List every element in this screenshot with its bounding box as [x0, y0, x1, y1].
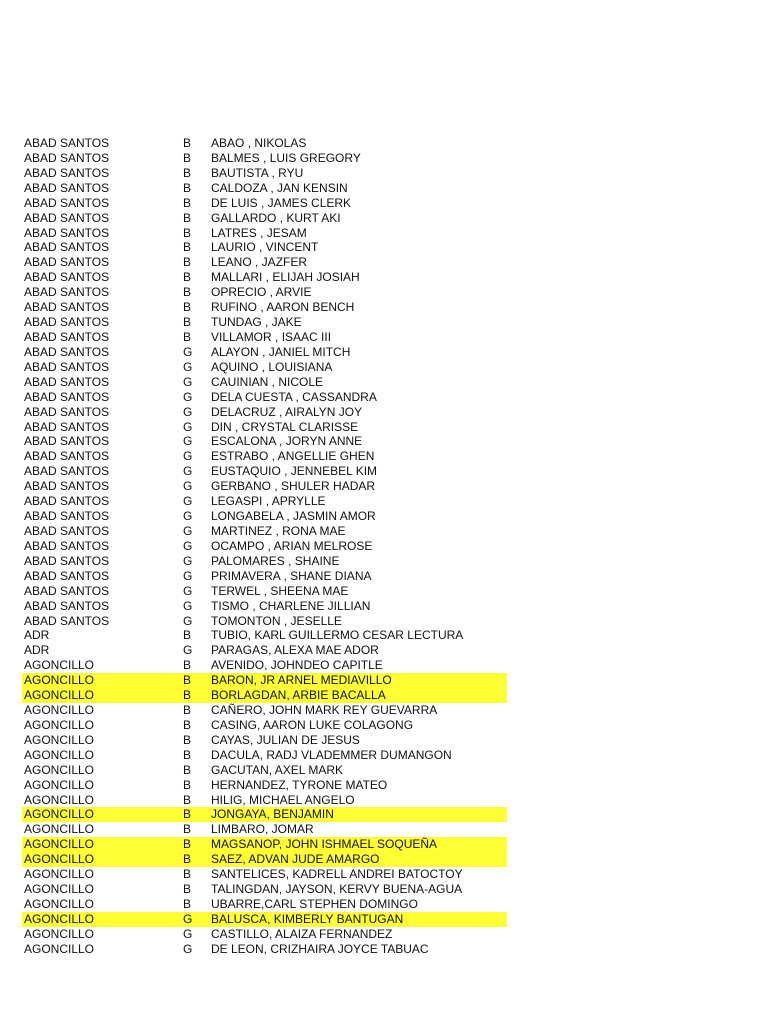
school-cell: ABAD SANTOS — [24, 523, 110, 538]
school-cell: ABAD SANTOS — [24, 538, 110, 553]
roster-row — [22, 837, 507, 852]
school-cell: ABAD SANTOS — [24, 598, 110, 613]
school-cell: ABAD SANTOS — [24, 613, 110, 628]
student-name-cell: LONGABELA , JASMIN AMOR — [211, 509, 376, 524]
roster-row — [22, 211, 507, 226]
school-cell: ABAD SANTOS — [24, 255, 110, 270]
student-name-cell: TALINGDAN, JAYSON, KERVY BUENA-AGUA — [211, 882, 463, 897]
school-cell: ABAD SANTOS — [24, 553, 110, 568]
student-name-cell: EUSTAQUIO , JENNEBEL KIM — [211, 464, 378, 479]
roster-row — [22, 420, 507, 435]
student-name-cell: CAUINIAN , NICOLE — [211, 374, 324, 389]
roster-row — [22, 345, 507, 360]
student-name-cell: MARTINEZ , RONA MAE — [211, 523, 346, 538]
sex-cell: G — [183, 643, 193, 658]
school-cell: AGONCILLO — [24, 941, 95, 956]
school-cell: ABAD SANTOS — [24, 568, 110, 583]
roster-row — [22, 464, 507, 479]
school-cell: ABAD SANTOS — [24, 434, 110, 449]
sex-cell: B — [183, 285, 192, 300]
school-cell: ABAD SANTOS — [24, 300, 110, 315]
roster-row — [22, 181, 507, 196]
student-name-cell: AVENIDO, JOHNDEO CAPITLE — [211, 658, 383, 673]
roster-row — [22, 628, 507, 643]
school-cell: AGONCILLO — [24, 852, 95, 867]
sex-cell: G — [183, 434, 193, 449]
student-name-cell: GALLARDO , KURT AKI — [211, 210, 341, 225]
roster-row — [22, 479, 507, 494]
student-name-cell: LEGASPI , APRYLLE — [211, 494, 326, 509]
roster-row — [22, 554, 507, 569]
school-cell: ABAD SANTOS — [24, 329, 110, 344]
sex-cell: B — [183, 747, 192, 762]
school-cell: AGONCILLO — [24, 867, 95, 882]
sex-cell: G — [183, 613, 193, 628]
school-cell: ABAD SANTOS — [24, 344, 110, 359]
roster-row — [22, 330, 507, 345]
sex-cell: B — [183, 165, 192, 180]
school-cell: ABAD SANTOS — [24, 359, 110, 374]
sex-cell: G — [183, 344, 193, 359]
school-cell: ABAD SANTOS — [24, 419, 110, 434]
roster-row — [22, 807, 507, 822]
school-cell: ABAD SANTOS — [24, 285, 110, 300]
roster-row — [22, 927, 507, 942]
school-cell: ABAD SANTOS — [24, 195, 110, 210]
roster-row — [22, 673, 507, 688]
sex-cell: B — [183, 225, 192, 240]
sex-cell: B — [183, 897, 192, 912]
sex-cell: G — [183, 509, 193, 524]
roster-row — [22, 524, 507, 539]
school-cell: ADR — [24, 628, 50, 643]
school-cell: ABAD SANTOS — [24, 150, 110, 165]
roster-row — [22, 240, 507, 255]
school-cell: ABAD SANTOS — [24, 270, 110, 285]
school-cell: AGONCILLO — [24, 837, 95, 852]
sex-cell: B — [183, 777, 192, 792]
sex-cell: B — [183, 270, 192, 285]
roster-row — [22, 166, 507, 181]
student-name-cell: RUFINO , AARON BENCH — [211, 300, 355, 315]
sex-cell: B — [183, 673, 192, 688]
roster-row — [22, 449, 507, 464]
roster-row — [22, 867, 507, 882]
student-name-cell: CASING, AARON LUKE COLAGONG — [211, 717, 414, 732]
school-cell: ABAD SANTOS — [24, 389, 110, 404]
roster-row — [22, 793, 507, 808]
student-name-cell: TISMO , CHARLENE JILLIAN — [211, 598, 371, 613]
school-cell: AGONCILLO — [24, 807, 95, 822]
roster-row — [22, 643, 507, 658]
school-cell: ABAD SANTOS — [24, 479, 110, 494]
student-name-cell: PRIMAVERA , SHANE DIANA — [211, 568, 372, 583]
roster-row — [22, 255, 507, 270]
sex-cell: G — [183, 941, 193, 956]
roster-row — [22, 822, 507, 837]
student-name-cell: ALAYON , JANIEL MITCH — [211, 344, 351, 359]
sex-cell: G — [183, 926, 193, 941]
student-name-cell: OCAMPO , ARIAN MELROSE — [211, 538, 373, 553]
roster-row — [22, 390, 507, 405]
sex-cell: G — [183, 583, 193, 598]
school-cell: AGONCILLO — [24, 688, 95, 703]
school-cell: ABAD SANTOS — [24, 404, 110, 419]
sex-cell: B — [183, 136, 192, 150]
school-cell: AGONCILLO — [24, 673, 95, 688]
student-name-cell: BAUTISTA , RYU — [211, 165, 304, 180]
sex-cell: B — [183, 792, 192, 807]
student-name-cell: BALUSCA, KIMBERLY BANTUGAN — [211, 911, 404, 926]
roster-row — [22, 360, 507, 375]
school-cell: ABAD SANTOS — [24, 180, 110, 195]
student-name-cell: TUBIO, KARL GUILLERMO CESAR LECTURA — [211, 628, 464, 643]
school-cell: AGONCILLO — [24, 717, 95, 732]
school-cell: ABAD SANTOS — [24, 374, 110, 389]
school-cell: ABAD SANTOS — [24, 165, 110, 180]
school-cell: ABAD SANTOS — [24, 315, 110, 330]
sex-cell: B — [183, 255, 192, 270]
student-name-cell: BORLAGDAN, ARBIE BACALLA — [211, 688, 386, 703]
student-name-cell: BALMES , LUIS GREGORY — [211, 150, 361, 165]
school-cell: AGONCILLO — [24, 658, 95, 673]
sex-cell: B — [183, 762, 192, 777]
sex-cell: B — [183, 300, 192, 315]
roster-row — [22, 136, 507, 151]
school-cell: AGONCILLO — [24, 822, 95, 837]
school-cell: AGONCILLO — [24, 926, 95, 941]
sex-cell: B — [183, 329, 192, 344]
school-cell: ABAD SANTOS — [24, 240, 110, 255]
school-cell: ABAD SANTOS — [24, 494, 110, 509]
school-cell: ABAD SANTOS — [24, 210, 110, 225]
student-name-cell: LIMBARO, JOMAR — [211, 822, 314, 837]
roster-row — [22, 942, 507, 957]
sex-cell: B — [183, 210, 192, 225]
roster-row — [22, 509, 507, 524]
student-name-cell: AQUINO , LOUISIANA — [211, 359, 333, 374]
sex-cell: G — [183, 404, 193, 419]
roster-row — [22, 584, 507, 599]
roster-row — [22, 226, 507, 241]
student-name-cell: GACUTAN, AXEL MARK — [211, 762, 344, 777]
sex-cell: B — [183, 867, 192, 882]
roster-row — [22, 315, 507, 330]
roster-row — [22, 375, 507, 390]
roster-row — [22, 151, 507, 166]
student-name-cell: TUNDAG , JAKE — [211, 315, 302, 330]
school-cell: AGONCILLO — [24, 703, 95, 718]
roster-row — [22, 434, 507, 449]
roster-row — [22, 703, 507, 718]
sex-cell: B — [183, 703, 192, 718]
roster-row — [22, 882, 507, 897]
school-cell: AGONCILLO — [24, 732, 95, 747]
sex-cell: G — [183, 523, 193, 538]
student-name-cell: PARAGAS, ALEXA MAE ADOR — [211, 643, 379, 658]
student-name-cell: BARON, JR ARNEL MEDIAVILLO — [211, 673, 392, 688]
school-cell: ADR — [24, 643, 50, 658]
student-name-cell: DE LUIS , JAMES CLERK — [211, 195, 352, 210]
sex-cell: G — [183, 568, 193, 583]
school-cell: ABAD SANTOS — [24, 225, 110, 240]
sex-cell: G — [183, 911, 193, 926]
student-name-cell: LEANO , JAZFER — [211, 255, 308, 270]
sex-cell: B — [183, 732, 192, 747]
student-name-cell: HILIG, MICHAEL ANGELO — [211, 792, 355, 807]
sex-cell: B — [183, 837, 192, 852]
roster-row — [22, 688, 507, 703]
student-name-cell: MAGSANOP, JOHN ISHMAEL SOQUEÑA — [211, 837, 438, 852]
sex-cell: B — [183, 240, 192, 255]
sex-cell: G — [183, 464, 193, 479]
student-name-cell: TERWEL , SHEENA MAE — [211, 583, 349, 598]
student-name-cell: LATRES , JESAM — [211, 225, 307, 240]
sex-cell: B — [183, 628, 192, 643]
student-name-cell: TOMONTON , JESELLE — [211, 613, 342, 628]
school-cell: ABAD SANTOS — [24, 449, 110, 464]
school-cell: ABAD SANTOS — [24, 583, 110, 598]
school-cell: AGONCILLO — [24, 882, 95, 897]
roster-row — [22, 658, 507, 673]
sex-cell: G — [183, 359, 193, 374]
student-name-cell: ABAO , NIKOLAS — [211, 136, 307, 150]
sex-cell: G — [183, 449, 193, 464]
roster-row — [22, 494, 507, 509]
student-name-cell: MALLARI , ELIJAH JOSIAH — [211, 270, 360, 285]
sex-cell: B — [183, 195, 192, 210]
roster-row — [22, 733, 507, 748]
roster-table — [22, 136, 507, 957]
sex-cell: G — [183, 494, 193, 509]
school-cell: AGONCILLO — [24, 792, 95, 807]
sex-cell: B — [183, 315, 192, 330]
roster-row — [22, 718, 507, 733]
student-name-cell: CAYAS, JULIAN DE JESUS — [211, 732, 360, 747]
student-name-cell: PALOMARES , SHAINE — [211, 553, 340, 568]
sex-cell: G — [183, 419, 193, 434]
sex-cell: B — [183, 658, 192, 673]
student-name-cell: CASTILLO, ALAIZA FERNANDEZ — [211, 926, 393, 941]
student-name-cell: ESTRABO , ANGELLIE GHEN — [211, 449, 375, 464]
school-cell: ABAD SANTOS — [24, 464, 110, 479]
roster-row — [22, 285, 507, 300]
student-name-cell: DIN , CRYSTAL CLARISSE — [211, 419, 359, 434]
student-name-cell: GERBANO , SHULER HADAR — [211, 479, 376, 494]
student-name-cell: DELACRUZ , AIRALYN JOY — [211, 404, 363, 419]
school-cell: ABAD SANTOS — [24, 509, 110, 524]
roster-row — [22, 763, 507, 778]
student-name-cell: CALDOZA , JAN KENSIN — [211, 180, 348, 195]
sex-cell: G — [183, 553, 193, 568]
sex-cell: B — [183, 852, 192, 867]
student-name-cell: SANTELICES, KADRELL ANDREI BATOCTOY — [211, 867, 463, 882]
student-name-cell: OPRECIO , ARVIE — [211, 285, 312, 300]
roster-row — [22, 569, 507, 584]
sex-cell: G — [183, 538, 193, 553]
roster-row — [22, 270, 507, 285]
student-name-cell: CAÑERO, JOHN MARK REY GUEVARRA — [211, 703, 438, 718]
school-cell: AGONCILLO — [24, 911, 95, 926]
sex-cell: B — [183, 150, 192, 165]
sex-cell: G — [183, 479, 193, 494]
school-cell: ABAD SANTOS — [24, 136, 110, 150]
roster-row — [22, 599, 507, 614]
school-cell: AGONCILLO — [24, 747, 95, 762]
student-name-cell: ESCALONA , JORYN ANNE — [211, 434, 363, 449]
sex-cell: G — [183, 389, 193, 404]
roster-row — [22, 897, 507, 912]
roster-row — [22, 405, 507, 420]
sex-cell: B — [183, 180, 192, 195]
student-name-cell: VILLAMOR , ISAAC III — [211, 329, 332, 344]
roster-row — [22, 778, 507, 793]
student-name-cell: JONGAYA, BENJAMIN — [211, 807, 334, 822]
roster-row — [22, 912, 507, 927]
student-name-cell: LAURIO , VINCENT — [211, 240, 319, 255]
sex-cell: B — [183, 822, 192, 837]
school-cell: AGONCILLO — [24, 897, 95, 912]
roster-row — [22, 614, 507, 629]
roster-row — [22, 300, 507, 315]
student-name-cell: DELA CUESTA , CASSANDRA — [211, 389, 377, 404]
sex-cell: B — [183, 807, 192, 822]
sex-cell: B — [183, 882, 192, 897]
roster-row — [22, 852, 507, 867]
student-name-cell: DACULA, RADJ VLADEMMER DUMANGON — [211, 747, 452, 762]
sex-cell: B — [183, 688, 192, 703]
student-name-cell: UBARRE,CARL STEPHEN DOMINGO — [211, 897, 418, 912]
student-name-cell: SAEZ, ADVAN JUDE AMARGO — [211, 852, 380, 867]
roster-row — [22, 748, 507, 763]
sex-cell: G — [183, 598, 193, 613]
student-name-cell: DE LEON, CRIZHAIRA JOYCE TABUAC — [211, 941, 429, 956]
sex-cell: B — [183, 717, 192, 732]
school-cell: AGONCILLO — [24, 777, 95, 792]
student-name-cell: HERNANDEZ, TYRONE MATEO — [211, 777, 388, 792]
roster-row — [22, 196, 507, 211]
roster-row — [22, 539, 507, 554]
school-cell: AGONCILLO — [24, 762, 95, 777]
sex-cell: G — [183, 374, 193, 389]
